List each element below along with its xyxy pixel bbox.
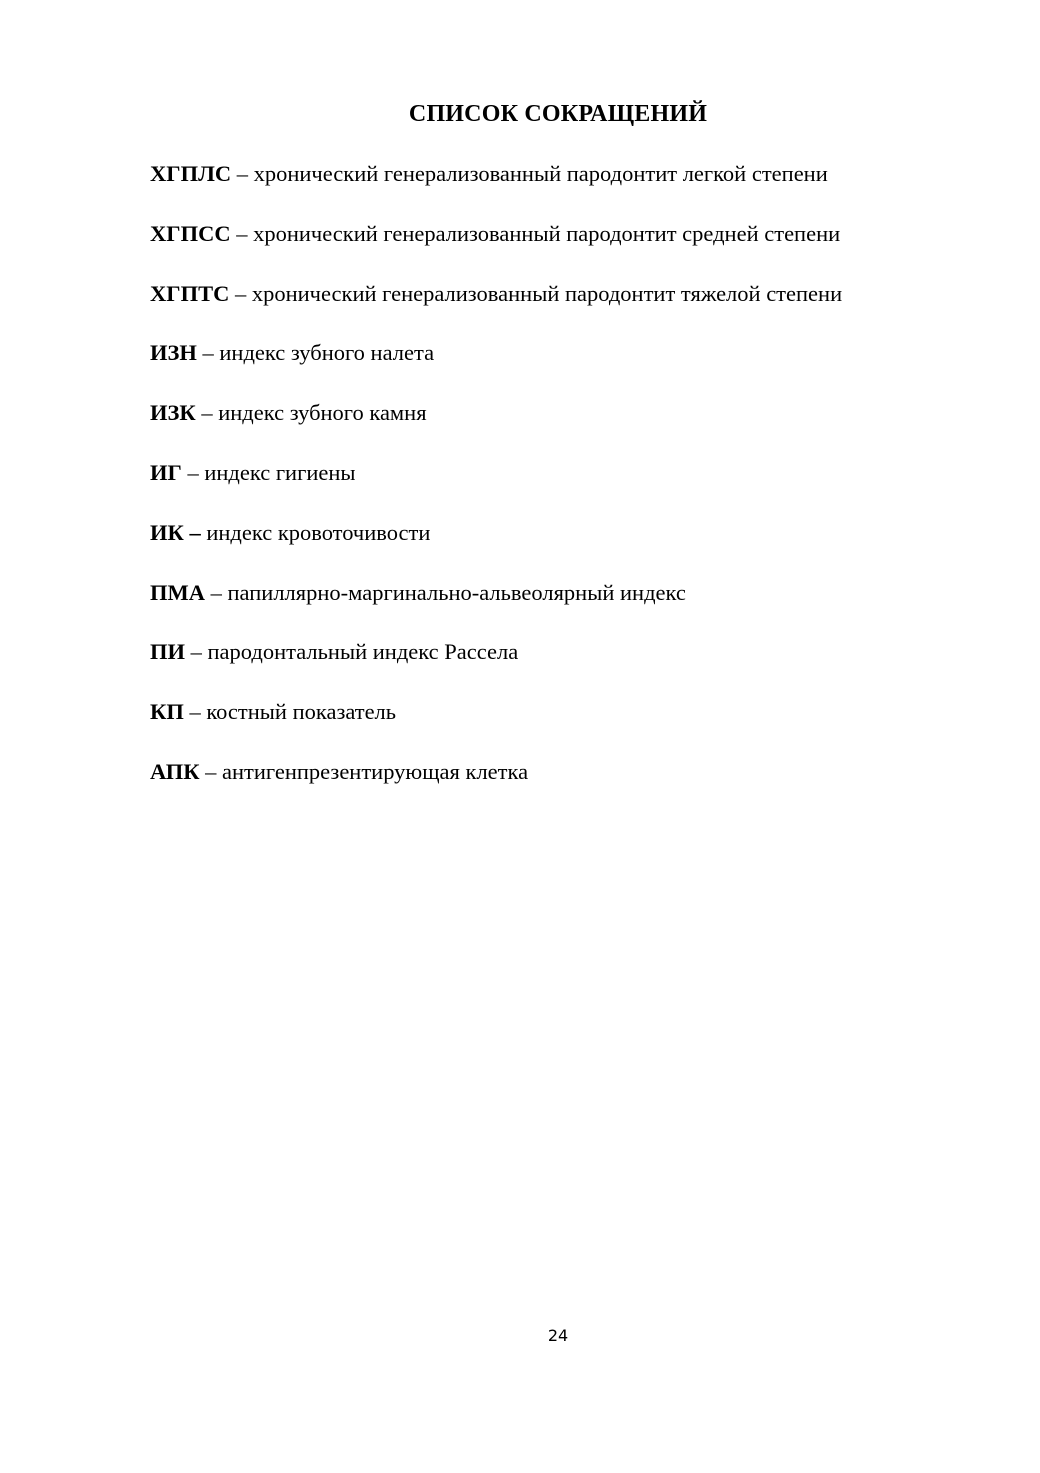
abbreviation-definition: – пародонтальный индекс Рассела — [185, 639, 519, 665]
abbreviation-term: КП — [150, 699, 184, 725]
abbreviation-term: ПИ — [150, 639, 186, 665]
abbreviation-term: ХГПЛС — [150, 161, 232, 186]
abbreviation-entry — [150, 516, 1030, 576]
abbreviation-term: АПК — [150, 758, 200, 784]
abbreviation-definition: – хронический генерализованный пародонтит легкой степени — [231, 161, 828, 186]
abbreviation-term: ХГПТС — [150, 280, 230, 306]
abbreviation-term: ХГПСС — [150, 220, 231, 246]
abbreviation-term: ПМА — [150, 579, 205, 605]
abbreviation-definition: – антигенпрезентирующая клетка — [199, 758, 529, 784]
abbreviation-definition: – индекс зубного налета — [196, 340, 435, 366]
page-number: 24 — [547, 1326, 569, 1345]
abbreviation-entry — [150, 336, 1030, 396]
abbreviation-entry — [150, 635, 1030, 695]
abbreviation-entry — [150, 695, 1030, 755]
abbreviation-definition: индекс кровоточивости — [200, 519, 431, 545]
abbreviation-definition: – индекс зубного камня — [195, 400, 427, 426]
abbreviation-term: ИЗК — [150, 400, 196, 426]
abbreviation-list — [150, 157, 1030, 815]
abbreviation-entry — [150, 277, 1030, 337]
abbreviation-term: ИК – — [150, 519, 201, 545]
abbreviation-entry — [150, 456, 1030, 516]
abbreviation-definition: – папиллярно-маргинально-альвеолярный индекс — [205, 579, 686, 605]
abbreviation-entry — [150, 396, 1030, 456]
abbreviation-entry — [150, 157, 1030, 217]
abbreviation-term: ИГ — [150, 459, 182, 485]
page-title: СПИСОК СОКРАЩЕНИЙ — [408, 101, 708, 127]
abbreviation-definition: – хронический генерализованный пародонтит тяжелой степени — [229, 280, 843, 306]
abbreviation-entry — [150, 217, 1030, 277]
abbreviation-definition: – индекс гигиены — [181, 459, 356, 485]
abbreviation-term: ИЗН — [150, 340, 197, 366]
abbreviation-definition: – хронический генерализованный пародонтит средней степени — [230, 220, 841, 246]
abbreviation-entry — [150, 576, 1030, 636]
abbreviation-entry — [150, 755, 1030, 815]
abbreviation-definition: – костный показатель — [183, 699, 397, 725]
